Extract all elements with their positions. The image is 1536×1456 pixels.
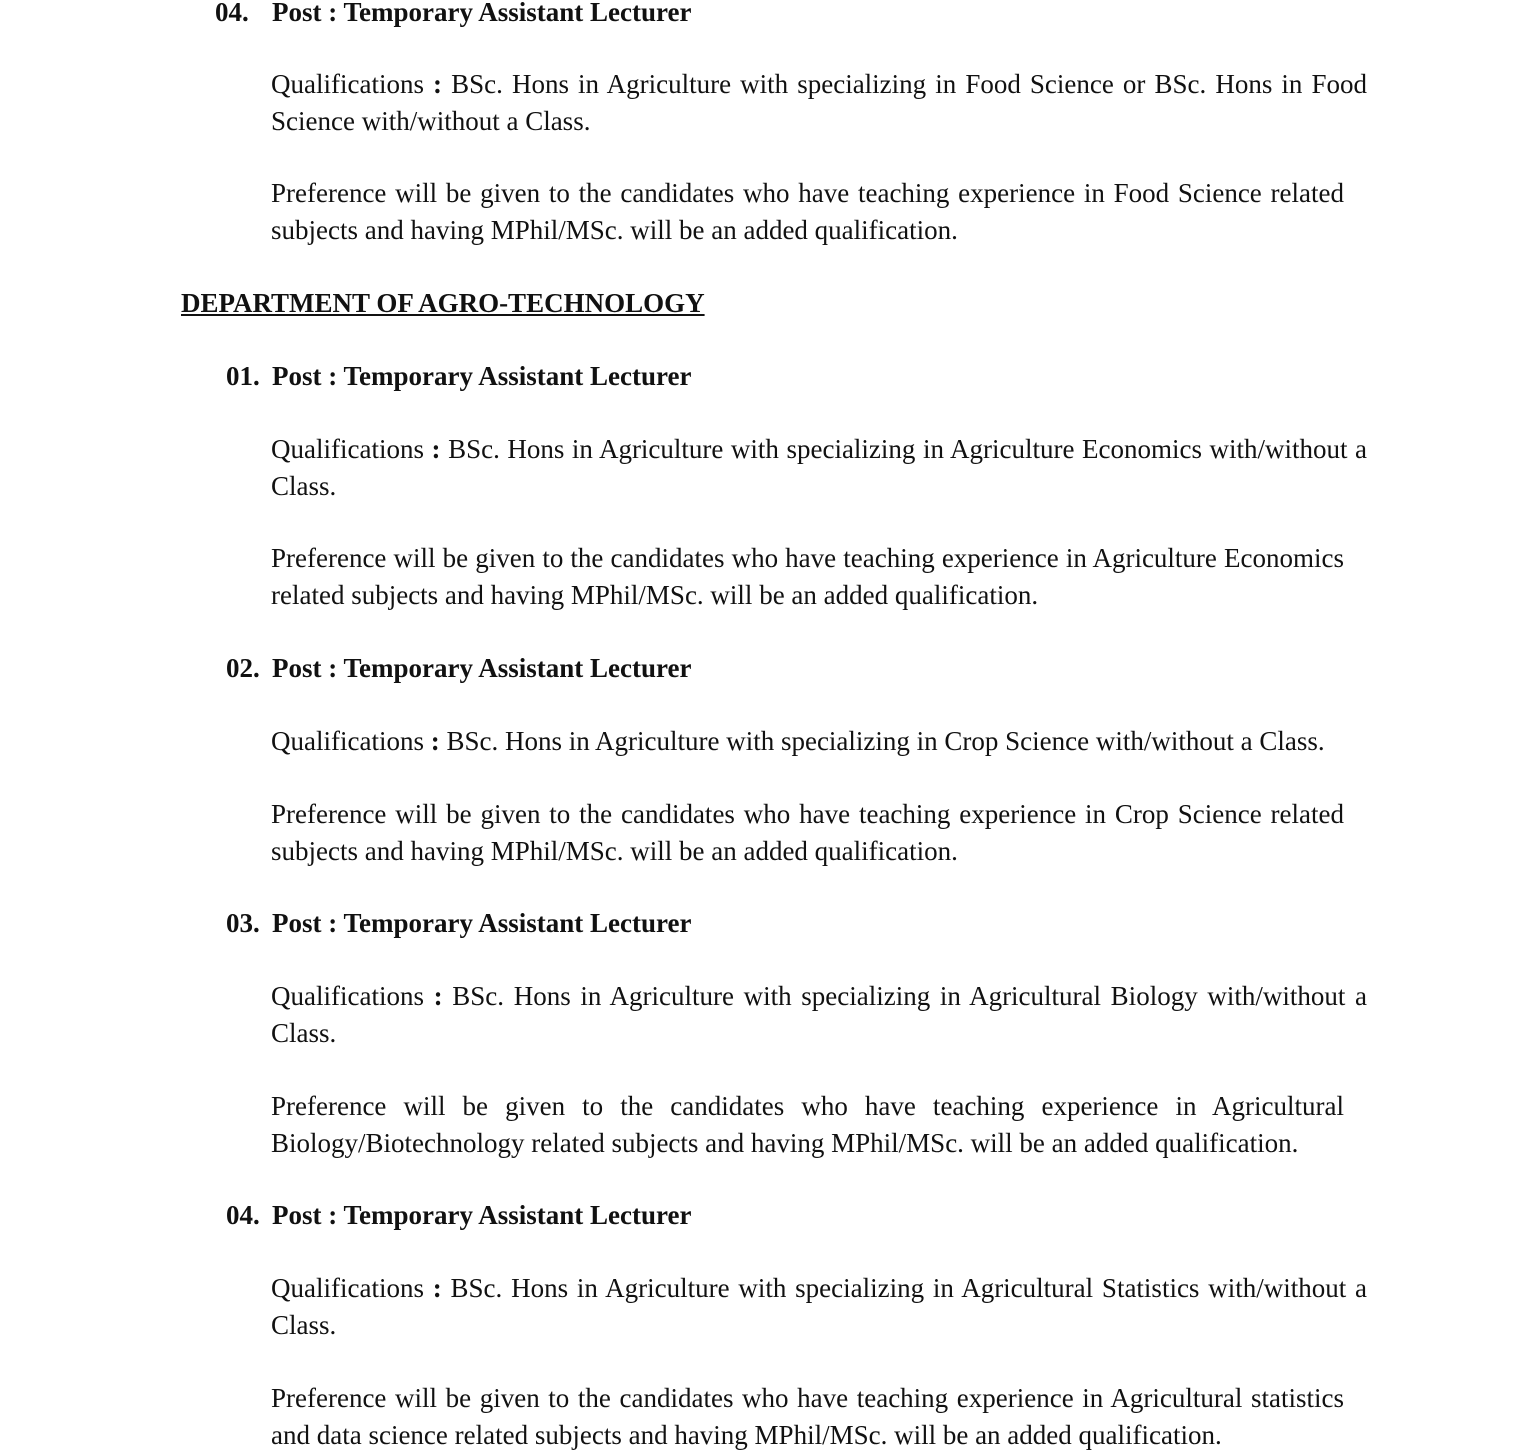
post-number: 04. xyxy=(226,1200,260,1230)
qualifications-text: BSc. Hons in Agriculture with specializing in Crop Science with/without a Class. xyxy=(446,726,1325,756)
qualifications-paragraph xyxy=(271,66,1367,139)
preference-text: Preference will be given to the candidates who have teaching experience in Agricultural Biology/Biotechnology related subjects and having MPhil/MSc. will be an added qualification. xyxy=(271,1091,1344,1158)
qualifications-colon: : xyxy=(431,434,441,464)
preference-text: Preference will be given to the candidates who have teaching experience in Food Science related subjects and having MPhil/MSc. will be an added qualification. xyxy=(271,178,1344,245)
post-title: Post : Temporary Assistant Lecturer xyxy=(272,908,692,938)
post-title: Post : Temporary Assistant Lecturer xyxy=(272,653,692,683)
qualifications-colon: : xyxy=(432,1273,442,1303)
qualifications-text: BSc. Hons in Agriculture with specializing in Agricultural Statistics with/without a Class. xyxy=(271,1273,1367,1340)
preference-paragraph xyxy=(271,796,1344,869)
preference-paragraph xyxy=(271,1380,1344,1453)
qualifications-colon: : xyxy=(433,69,443,99)
preference-paragraph xyxy=(271,540,1344,613)
preference-text: Preference will be given to the candidates who have teaching experience in Agricultural statistics and data science related subjects and having MPhil/MSc. will be an added qualification. xyxy=(271,1383,1344,1450)
preference-paragraph xyxy=(271,175,1344,248)
preference-paragraph xyxy=(271,1088,1344,1161)
qualifications-label: Qualifications xyxy=(271,981,424,1011)
qualifications-label: Qualifications xyxy=(271,1273,424,1303)
post-title: Post : Temporary Assistant Lecturer xyxy=(272,0,692,27)
qualifications-label: Qualifications xyxy=(271,69,424,99)
post-heading xyxy=(226,358,691,394)
post-heading xyxy=(226,1197,691,1233)
preference-text: Preference will be given to the candidates who have teaching experience in Crop Science related subjects and having MPhil/MSc. will be an added qualification. xyxy=(271,799,1344,866)
post-heading xyxy=(226,905,691,941)
post-heading xyxy=(215,0,691,30)
qualifications-paragraph xyxy=(271,978,1367,1051)
qualifications-text: BSc. Hons in Agriculture with specializing in Food Science or BSc. Hons in Food Science with/without a Class. xyxy=(271,69,1367,136)
qualifications-paragraph xyxy=(271,723,1367,760)
post-title: Post : Temporary Assistant Lecturer xyxy=(272,1200,692,1230)
qualifications-colon: : xyxy=(433,981,443,1011)
qualifications-paragraph xyxy=(271,431,1367,504)
post-title: Post : Temporary Assistant Lecturer xyxy=(272,361,692,391)
qualifications-label: Qualifications xyxy=(271,434,424,464)
qualifications-text: BSc. Hons in Agriculture with specializing in Agriculture Economics with/without a Class. xyxy=(271,434,1368,501)
qualifications-label: Qualifications xyxy=(271,726,424,756)
qualifications-paragraph xyxy=(271,1270,1367,1343)
post-heading xyxy=(226,650,691,686)
qualifications-colon: : xyxy=(430,726,440,756)
post-number: 03. xyxy=(226,908,260,938)
post-number: 01. xyxy=(226,361,260,391)
qualifications-text: BSc. Hons in Agriculture with specializing in Agricultural Biology with/without a Class. xyxy=(271,981,1367,1048)
post-number: 02. xyxy=(226,653,260,683)
department-heading: DEPARTMENT OF AGRO-TECHNOLOGY xyxy=(181,288,705,318)
preference-text: Preference will be given to the candidates who have teaching experience in Agriculture Economics related subjects and having MPhil/MSc. will be an added qualification. xyxy=(271,543,1344,610)
post-number: 04. xyxy=(215,0,249,27)
